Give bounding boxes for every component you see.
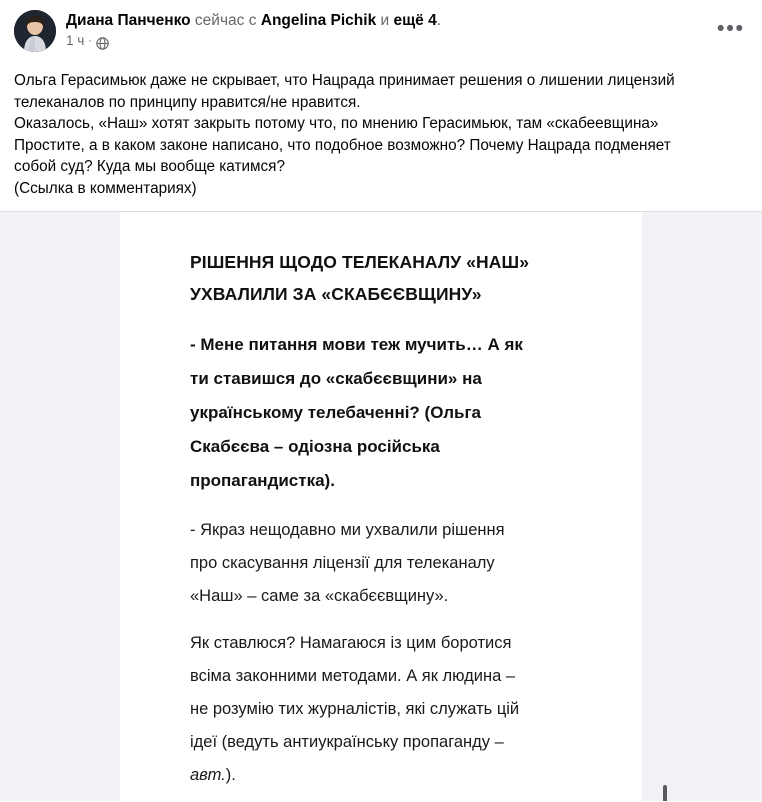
byline-end-text: . <box>436 12 442 29</box>
article-paragraph-line-italic: авт.). <box>190 766 236 784</box>
user-avatar-icon <box>14 10 56 52</box>
article-paragraph-line: ідеї (ведуть антиукраїнську пропаганду – <box>190 733 504 751</box>
post-timestamp[interactable]: 1 ч <box>66 33 85 48</box>
article-screenshot <box>120 212 642 801</box>
post-text-line: телеканалов по принципу нравится/не нравится. <box>14 93 361 111</box>
post-meta <box>66 33 714 49</box>
post-text-line: Ольга Герасимьюк даже не скрывает, что Нацрада принимает решения о лишении лицензий <box>14 72 675 89</box>
post-attachment-image[interactable] <box>0 212 762 801</box>
avatar[interactable] <box>14 10 56 52</box>
post-header <box>0 0 762 66</box>
article-title-line: УХВАЛИЛИ ЗА «СКАБЄЄВЩИНУ» <box>190 284 482 304</box>
post-byline-block <box>66 10 714 49</box>
article-question-line: пропагандистка). <box>190 471 335 490</box>
article-paragraph-line: про скасування ліцензії для телеканалу <box>190 554 495 572</box>
article-italic-note: авт. <box>190 766 226 784</box>
article-question <box>190 328 598 498</box>
article-question-line: українському телебаченні? (Ольга <box>190 403 481 422</box>
byline-middle-text: сейчас с <box>194 12 257 29</box>
article-paragraph-line: - Якраз нещодавно ми ухвалили рішення <box>190 521 505 539</box>
meta-separator: · <box>88 35 92 47</box>
tagged-friend-link[interactable]: Angelina Pichik <box>260 12 377 29</box>
post-more-options-button[interactable] <box>714 12 748 46</box>
post-text-line: собой суд? Куда мы вообще катимся? <box>14 158 285 175</box>
others-link[interactable]: ещё 4 <box>393 12 437 29</box>
post-author-name[interactable]: Диана Панченко <box>66 12 191 29</box>
article-paragraph <box>190 514 598 613</box>
byline-and-text: и <box>380 12 390 29</box>
article-paragraph-line: не розумію тих журналістів, які служать цій <box>190 700 520 718</box>
globe-icon[interactable] <box>96 37 109 50</box>
scroll-position-marker[interactable] <box>663 785 667 801</box>
article-paragraph-line: всіма законними методами. А як людина – <box>190 667 516 685</box>
article-paragraph-line: «Наш» – саме за «скабєєвщину». <box>190 587 449 605</box>
article-paragraph-line: Як ставлюся? Намагаюся із цим боротися <box>190 634 512 652</box>
ellipsis-icon: ••• <box>716 17 746 40</box>
post-text-line: Простите, а в каком законе написано, что подобное возможно? Почему Нацрада подменяет <box>14 136 671 154</box>
post-text-line: Оказалось, «Наш» хотят закрыть потому что, по мнению Герасимьюк, там «скабеевщина» <box>14 115 659 132</box>
article-title <box>190 246 598 310</box>
post-text-line: (Ссылка в комментариях) <box>14 179 197 197</box>
post-byline <box>66 11 714 31</box>
post-message <box>0 66 762 211</box>
article-question-line: - Мене питання мови теж мучить… А як <box>190 335 523 354</box>
article-question-line: Скабєєва – одіозна російська <box>190 437 440 456</box>
article-question-line: ти ставишся до «скабєєвщини» на <box>190 369 482 388</box>
article-title-line: РІШЕННЯ ЩОДО ТЕЛЕКАНАЛУ «НАШ» <box>190 252 530 272</box>
article-paragraph <box>190 627 598 792</box>
